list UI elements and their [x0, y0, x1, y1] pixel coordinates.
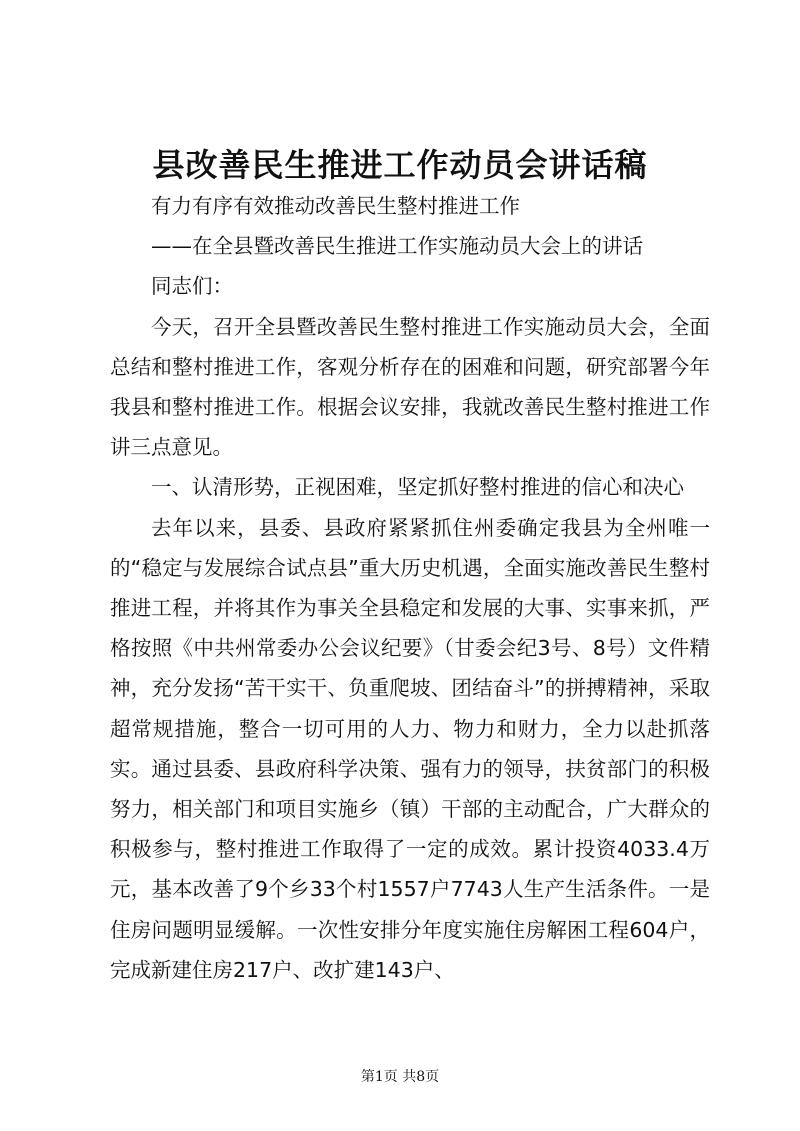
paragraph-achievements: 去年以来，县委、县政府紧紧抓住州委确定我县为全州唯一的“稳定与发展综合试点县”重大历史机遇，全面实施改善民生整村推进工程，并将其作为事关全县稳定和发展的大事、实事来抓，严格按照《中共州常委办公会议纪要》（甘委会纪3号、8号）文件精神，充分发扬“苦干实干、负重爬坡、团结奋斗”的拼搏精神，采取超常规措施，整合一切可用的人力、物力和财力，全力以赴抓落实。通过县委、县政府科学决策、强有力的领导，扶贫部门的积极努力，相关部门和项目实施乡（镇）干部的主动配合，广大群众的积极参与，整村推进工作取得了一定的成效。累计投资4033.4万元，基本改善了9个乡33个村1557户7743人生产生活条件。一是住房问题明显缓解。一次性安排分年度实施住房解困工程604户，完成新建住房217户、改扩建143户、 [110, 515, 710, 982]
salutation: 同志们： [151, 274, 233, 299]
document-subtitle: 有力有序有效推动改善民生整村推进工作 [151, 194, 520, 218]
document-body [110, 186, 710, 990]
paragraph-intro: 今天，召开全县暨改善民生整村推进工作实施动员大会，全面总结和整村推进工作，客观分析存在的困难和问题，研究部署今年我县和整村推进工作。根据会议安排，我就改善民生整村推进工作讲三点意见。 [110, 314, 710, 460]
section-heading-1: 一、认清形势，正视困难，坚定抓好整村推进的信心和决心 [151, 475, 684, 500]
document-title: 县改善民生推进工作动员会讲话稿 [152, 146, 648, 184]
speech-note: ——在全县暨改善民生推进工作实施动员大会上的讲话 [151, 234, 643, 259]
page-footer: 第1页 共8页 [360, 1069, 440, 1085]
